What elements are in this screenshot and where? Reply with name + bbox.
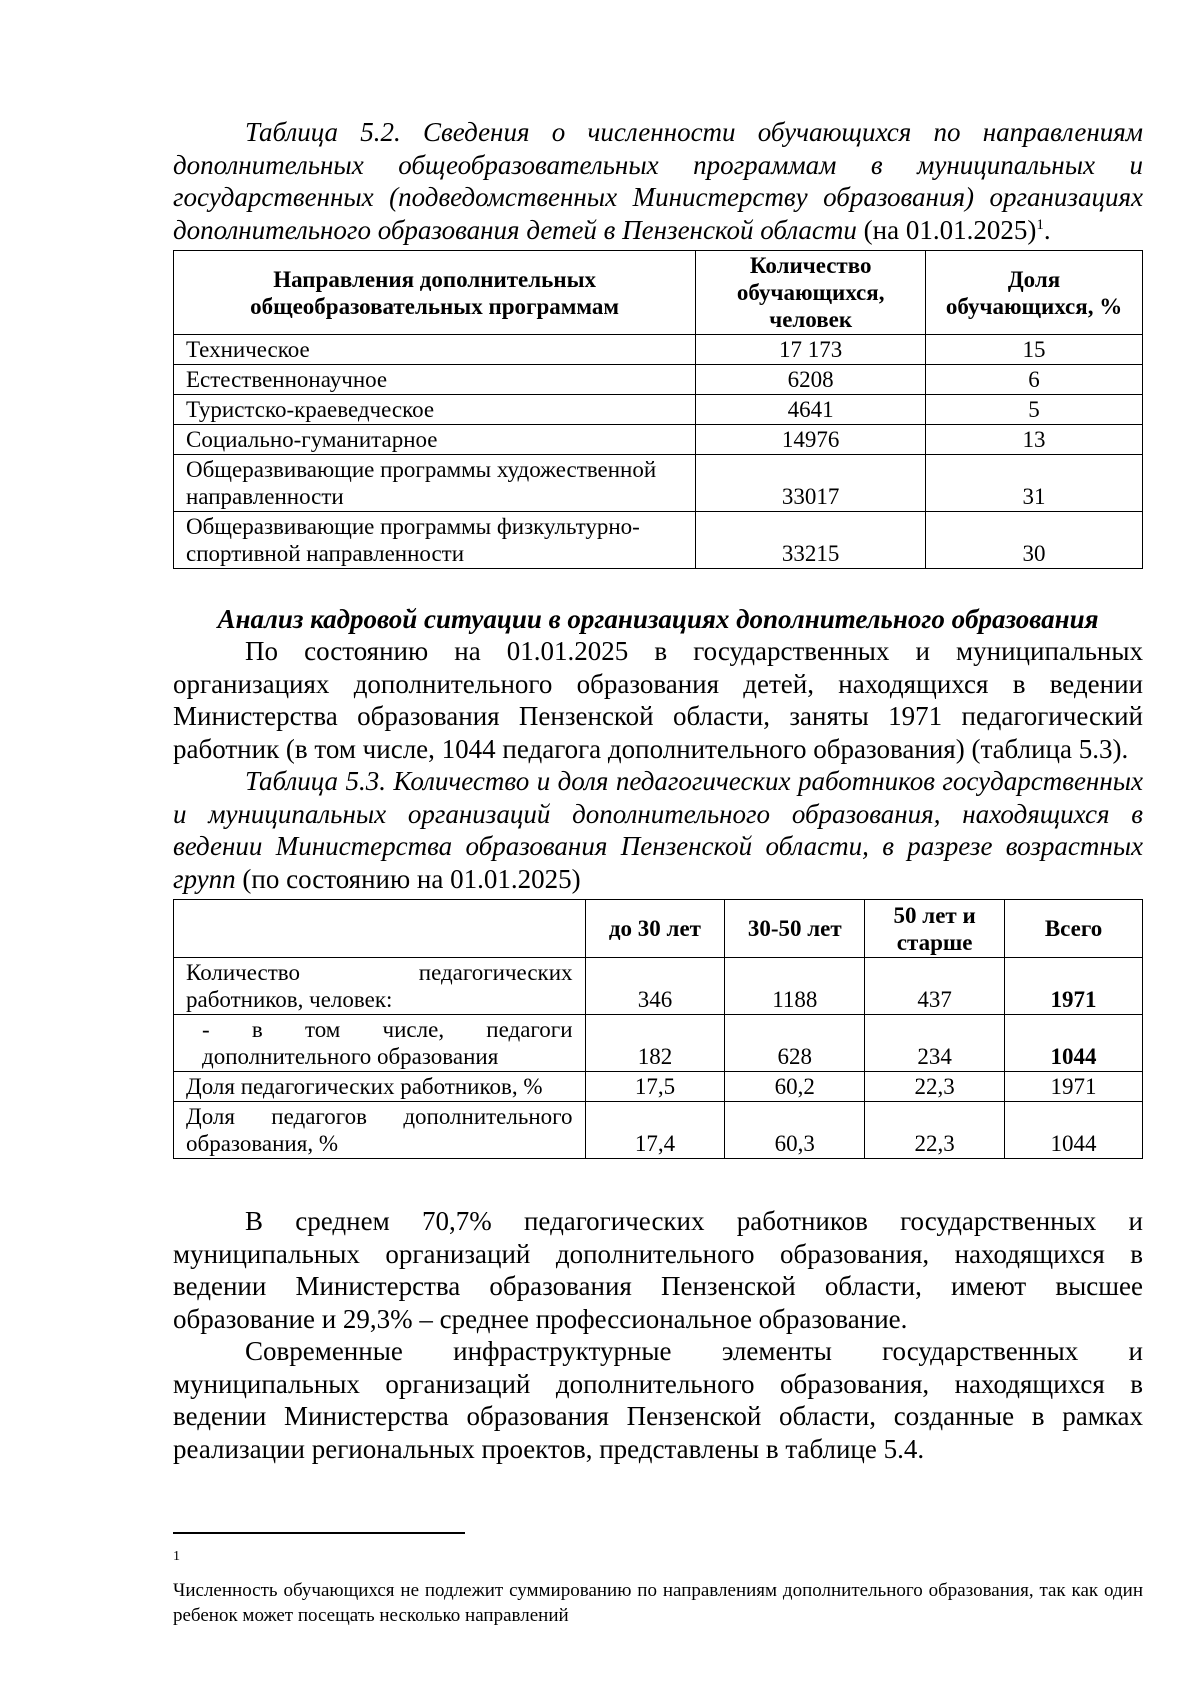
row-count: 6208 (696, 365, 926, 395)
cell-50-plus: 22,3 (865, 1072, 1005, 1102)
table-5-2-caption-end: . (1043, 214, 1051, 245)
row-label: Доля педагогов дополнительного образования, % (174, 1102, 586, 1159)
table-row (174, 365, 1143, 395)
cell-total: 1044 (1005, 1102, 1143, 1159)
cell-50-plus: 22,3 (865, 1102, 1005, 1159)
table-row (174, 395, 1143, 425)
table-row (174, 335, 1143, 365)
column-header-30-50: 30-50 лет (725, 900, 865, 958)
table-row (174, 512, 1143, 569)
footnote-reference: 1 (1036, 216, 1044, 233)
row-direction: Техническое (174, 335, 696, 365)
table-row (174, 1072, 1143, 1102)
cell-30-50: 60,2 (725, 1072, 865, 1102)
table-row (174, 1102, 1143, 1159)
footnote-text: Численность обучающихся не подлежит суммированию по направлениям дополнительного образования, так как один ребенок может посещать несколько направлений (173, 1580, 1143, 1626)
column-header-under-30: до 30 лет (585, 900, 725, 958)
row-count: 14976 (696, 425, 926, 455)
table-row (174, 425, 1143, 455)
row-share: 6 (926, 365, 1143, 395)
cell-under-30: 17,5 (585, 1072, 725, 1102)
row-direction: Общеразвивающие программы художественной направленности (174, 455, 696, 512)
table-row (174, 1015, 1143, 1072)
cell-under-30: 182 (585, 1015, 725, 1072)
footnote-number: 1 (173, 1549, 180, 1564)
column-header-empty (174, 900, 586, 958)
row-direction: Туристско-краеведческое (174, 395, 696, 425)
table-header-row (174, 900, 1143, 958)
table-5-3-caption (173, 765, 1143, 895)
table-5-2 (173, 250, 1143, 569)
column-header-50-plus: 50 лет и старше (865, 900, 1005, 958)
row-count: 33215 (696, 512, 926, 569)
cell-50-plus: 234 (865, 1015, 1005, 1072)
cell-under-30: 346 (585, 958, 725, 1015)
table-5-2-caption (173, 116, 1143, 246)
table-row (174, 455, 1143, 512)
table-row (174, 958, 1143, 1015)
page-content (173, 116, 1143, 1465)
table-5-3-caption-italic: Таблица 5.3. Количество и доля педагогических работников государственных и муниципальных организаций дополнительного образования, находящихся в ведении Министерства образования Пензенской области, в разрезе возрастных групп (173, 766, 1143, 894)
cell-total: 1971 (1005, 958, 1143, 1015)
paragraph-infrastructure: Современные инфраструктурные элементы государственных и муниципальных организаций дополнительного образования, находящихся в ведении Министерства образования Пензенской области, созданные в рамках реализации региональных проектов, представлены в таблице 5.4. (173, 1336, 1143, 1464)
row-share: 15 (926, 335, 1143, 365)
row-label: - в том числе, педагоги дополнительного образования (174, 1015, 586, 1072)
row-label: Доля педагогических работников, % (174, 1072, 586, 1102)
cell-total: 1971 (1005, 1072, 1143, 1102)
paragraph-education-level: В среднем 70,7% педагогических работников государственных и муниципальных организаций дополнительного образования, находящихся в ведении Министерства образования Пензенской области, имеют высшее образование и 29,3% – среднее профессиональное образование. (173, 1206, 1143, 1334)
column-header-total: Всего (1005, 900, 1143, 958)
row-direction: Общеразвивающие программы физкультурно-спортивной направленности (174, 512, 696, 569)
cell-30-50: 1188 (725, 958, 865, 1015)
table-5-3 (173, 899, 1143, 1159)
table-5-2-caption-tail: (на 01.01.2025) (856, 214, 1037, 245)
row-share: 5 (926, 395, 1143, 425)
table-5-3-caption-tail: (по состоянию на 01.01.2025) (235, 863, 581, 894)
paragraph-staff-count: По состоянию на 01.01.2025 в государственных и муниципальных организациях дополнительного образования детей, находящихся в ведении Министерства образования Пензенской области, заняты 1971 педагогический работник (в том числе, 1044 педагога дополнительного образования) (таблица 5.3). (173, 636, 1143, 764)
cell-30-50: 628 (725, 1015, 865, 1072)
row-share: 31 (926, 455, 1143, 512)
row-direction: Социально-гуманитарное (174, 425, 696, 455)
cell-under-30: 17,4 (585, 1102, 725, 1159)
row-share: 13 (926, 425, 1143, 455)
row-count: 17 173 (696, 335, 926, 365)
column-header-share: Доля обучающихся, % (926, 251, 1143, 335)
row-share: 30 (926, 512, 1143, 569)
table-header-row (174, 251, 1143, 335)
cell-total: 1044 (1005, 1015, 1143, 1072)
row-count: 33017 (696, 455, 926, 512)
column-header-count: Количество обучающихся, человек (696, 251, 926, 335)
cell-30-50: 60,3 (725, 1102, 865, 1159)
cell-50-plus: 437 (865, 958, 1005, 1015)
table-5-2-caption-italic: Таблица 5.2. Сведения о численности обучающихся по направлениям дополнительных общеобразовательных программам в муниципальных и государственных (подведомственных Министерству образования) организациях дополнительного образования детей в Пензенской области (173, 117, 1143, 245)
row-direction: Естественнонаучное (174, 365, 696, 395)
footnote-separator (173, 1532, 465, 1534)
column-header-direction: Направления дополнительных общеобразовательных программам (174, 251, 696, 335)
row-count: 4641 (696, 395, 926, 425)
section-heading: Анализ кадровой ситуации в организациях дополнительного образования (217, 604, 1099, 634)
row-label: Количество педагогических работников, человек: (174, 958, 586, 1015)
